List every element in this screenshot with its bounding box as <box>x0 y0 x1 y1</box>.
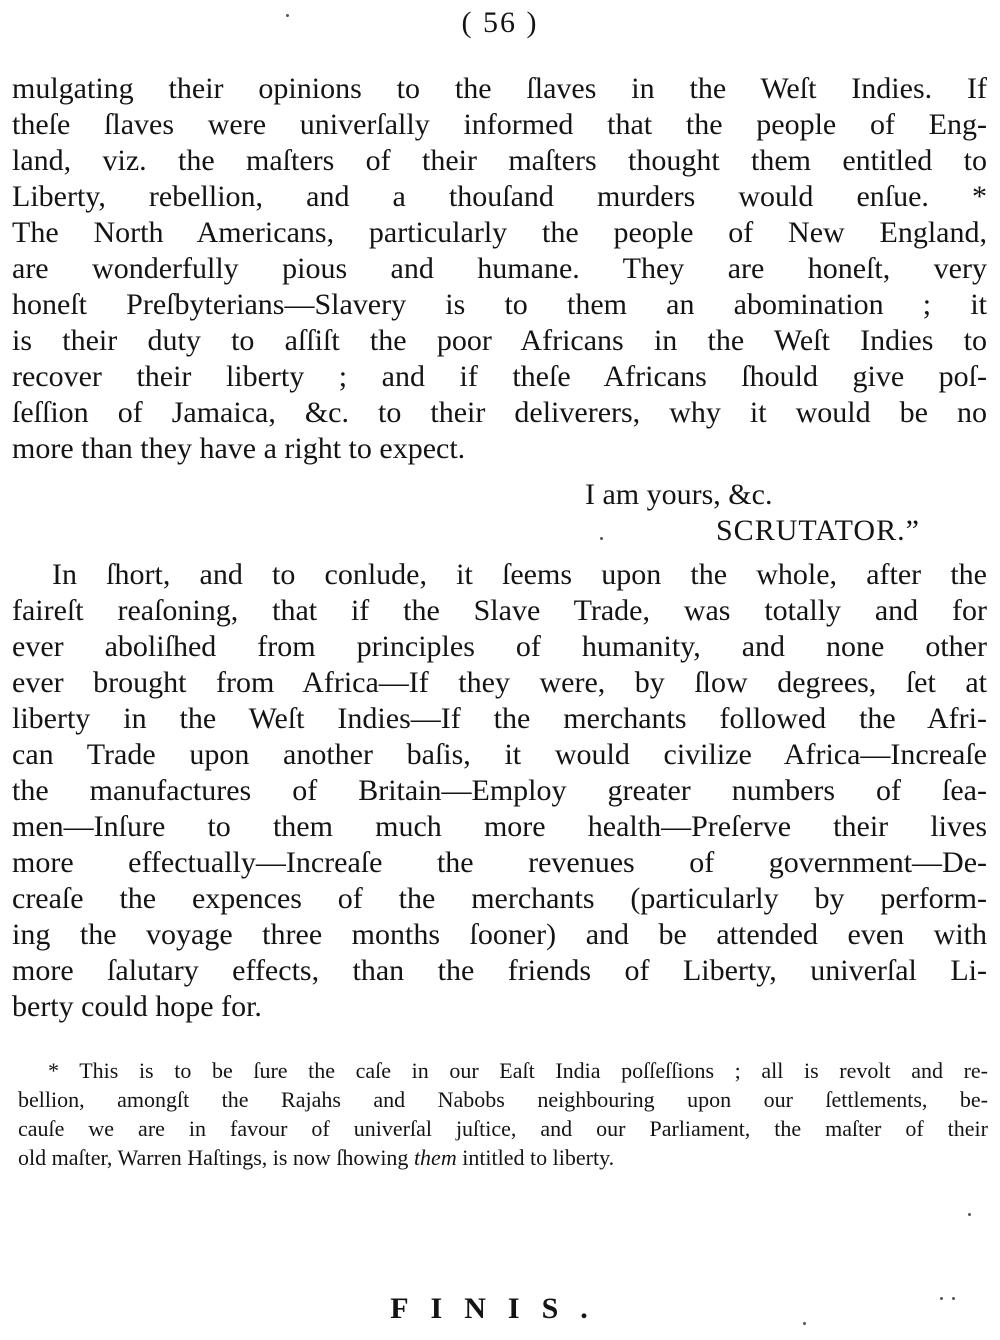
letter-line: ſeſſion of Jamaica, &c. to their deliverers, why it would be no <box>12 396 987 429</box>
letter-line: land, viz. the maſters of their maſters thought them entitled to <box>12 144 987 177</box>
scan-speck <box>968 1213 971 1216</box>
letter-line: is their duty to aſſiſt the poor Africans in the Weſt Indies to <box>12 324 987 357</box>
letter-closing: I am yours, &c. <box>585 478 773 511</box>
scan-speck <box>940 1297 943 1300</box>
conclusion-line: more effectually—Increaſe the revenues of government—De- <box>12 846 987 879</box>
letter-line: Liberty, rebellion, and a thouſand murders would enſue. * <box>12 180 987 213</box>
footnote-text: old maſter, Warren Haſtings, is now ſhowing <box>18 1145 414 1170</box>
conclusion-line: berty could hope for. <box>12 990 262 1023</box>
conclusion-line: ever aboliſhed from principles of humanity, and none other <box>12 630 987 663</box>
conclusion-line: ing the voyage three months ſooner) and be attended even with <box>12 918 987 951</box>
letter-line: The North Americans, particularly the people of New England, <box>12 216 987 249</box>
letter-line: mulgating their opinions to the ſlaves in the Weſt Indies. If <box>12 72 987 105</box>
scan-speck <box>803 1322 806 1325</box>
conclusion-line: more ſalutary effects, than the friends of Liberty, univerſal Li- <box>12 954 987 987</box>
letter-line: are wonderfully pious and humane. They are honeſt, very <box>12 252 987 285</box>
footnote-text: intitled to liberty. <box>456 1145 615 1170</box>
page-number: ( 56 ) <box>461 6 539 39</box>
letter-line: honeſt Preſbyterians—Slavery is to them an abomination ; it <box>12 288 987 321</box>
conclusion-line: In ſhort, and to conlude, it ſeems upon the whole, after the <box>52 558 987 591</box>
letter-line: recover their liberty ; and if theſe Africans ſhould give poſ- <box>12 360 987 393</box>
letter-line: more than they have a right to expect. <box>12 432 466 465</box>
conclusion-line: can Trade upon another baſis, it would civilize Africa—Increaſe <box>12 738 987 771</box>
conclusion-line: liberty in the Weſt Indies—If the merchants followed the Afri- <box>12 702 987 735</box>
letter-line: theſe ſlaves were univerſally informed that the people of Eng- <box>12 108 987 141</box>
footnote-line: cauſe we are in favour of univerſal juſtice, and our Parliament, the maſter of their <box>18 1116 988 1141</box>
conclusion-line: the manufactures of Britain—Employ greater numbers of ſea- <box>12 774 987 807</box>
scan-speck <box>286 14 289 17</box>
footnote-line: bellion, amongſt the Rajahs and Nabobs neighbouring upon our ſettlements, be- <box>18 1087 988 1112</box>
scan-speck <box>952 1297 955 1300</box>
scan-speck <box>600 537 603 540</box>
finis-heading: FINIS. <box>390 1292 610 1325</box>
letter-signature: SCRUTATOR.” <box>716 514 920 547</box>
conclusion-line: faireſt reaſoning, that if the Slave Trade, was totally and for <box>12 594 987 627</box>
conclusion-line: men—Inſure to them much more health—Preſerve their lives <box>12 810 987 843</box>
footnote-italic-word: them <box>413 1145 457 1170</box>
footnote-line-last <box>18 1143 614 1172</box>
footnote-line: * This is to be ſure the caſe in our Eaſt India poſſeſſions ; all is revolt and re- <box>48 1058 988 1083</box>
conclusion-line: ever brought from Africa—If they were, by ſlow degrees, ſet at <box>12 666 987 699</box>
conclusion-line: creaſe the expences of the merchants (particularly by perform- <box>12 882 987 915</box>
